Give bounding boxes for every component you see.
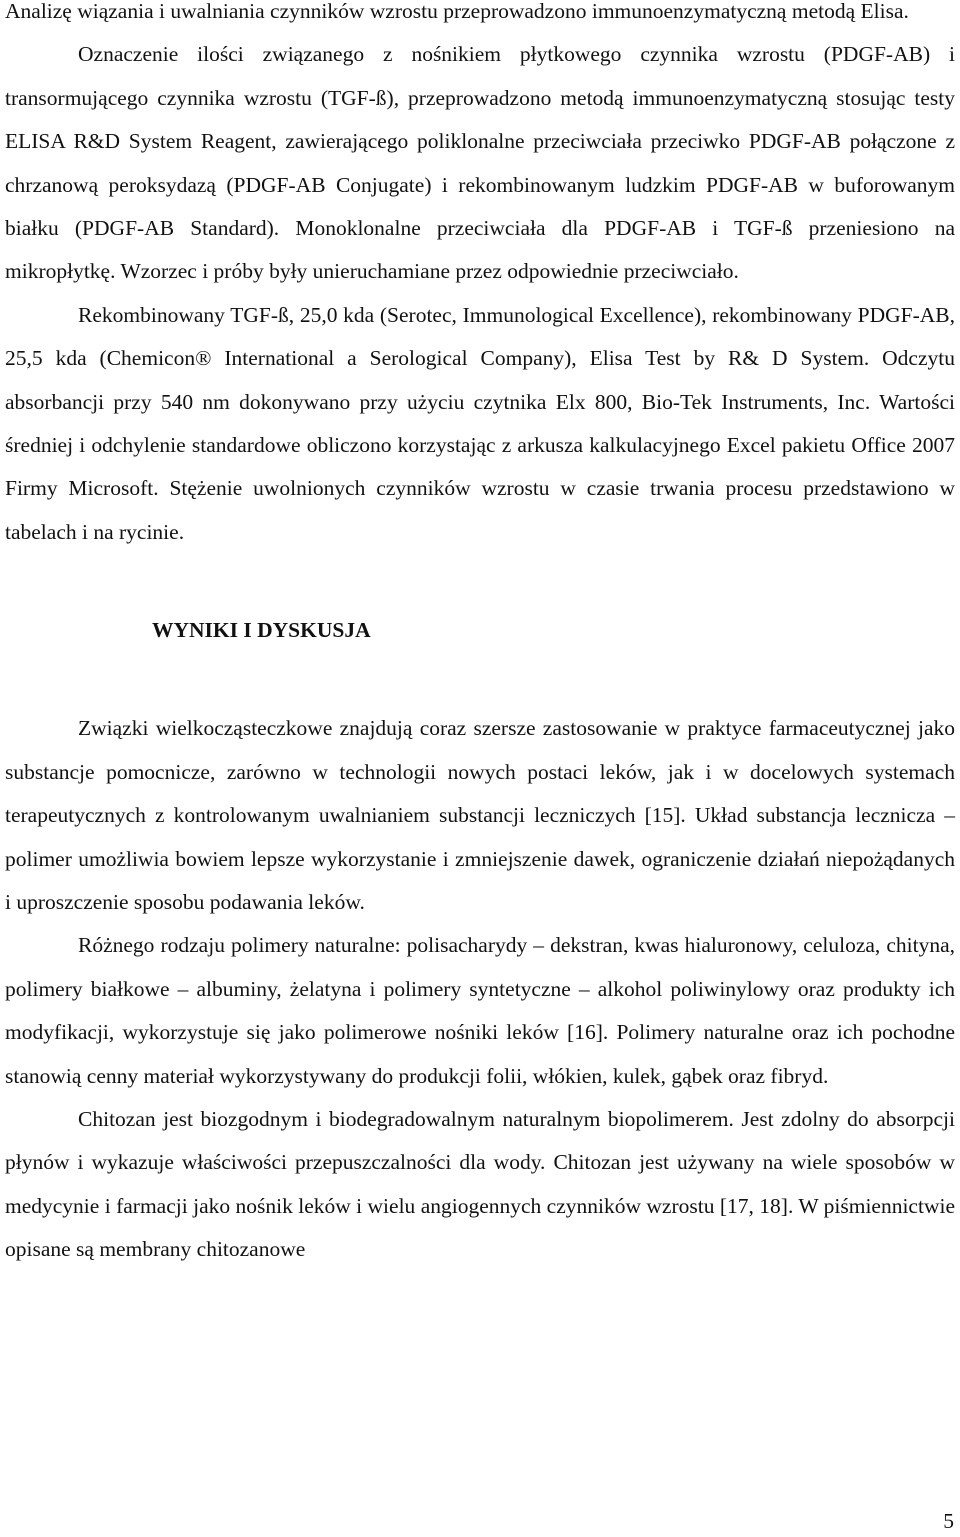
paragraph-chitosan: Chitozan jest biozgodnym i biodegradowalnym naturalnym biopolimerem. Jest zdolny do absorpcji płynów i wykazuje właściwości przepuszczalności dla wody. Chitozan jest używany na wiele sposobów w medycynie i farmacji jako nośnik leków i wielu angiogennych czynników wzrostu [17, 18]. W piśmiennictwie opisane są membrany chitozanowe xyxy=(5,1106,955,1262)
paragraph-reagents: Rekombinowany TGF-ß, 25,0 kda (Serotec, Immunological Excellence), rekombinowany PDGF-AB, 25,5 kda (Chemicon® International a Serological Company), Elisa Test by R& D System. Odczytu absorbancji przy 540 nm dokonywano przy użyciu czytnika Elx 800, Bio-Tek Instruments, Inc. Wartości średniej i odchylenie standardowe obliczono korzystając z arkusza kalkulacyjnego Excel pakietu Office 2007 Firmy Microsoft. Stężenie uwolnionych czynników wzrostu w czasie trwania procesu przedstawiono w tabelach i na rycinie. xyxy=(5,302,955,544)
spacer xyxy=(5,554,955,609)
page-number: 5 xyxy=(943,1509,954,1533)
document-page xyxy=(5,0,955,1272)
paragraph-elisa-method: Analizę wiązania i uwalniania czynników wzrostu przeprowadzono immunoenzymatyczną metodą Elisa. xyxy=(5,0,909,23)
paragraph-pdgf-determination: Oznaczenie ilości związanego z nośnikiem płytkowego czynnika wzrostu (PDGF-AB) i transormującego czynnika wzrostu (TGF-ß), przeprowadzono metodą immunoenzymatyczną stosując testy ELISA R&D System Reagent, zawierającego poliklonalne przeciwciała przeciwko PDGF-AB połączone z chrzanową peroksydazą (PDGF-AB Conjugate) i rekombinowanym ludzkim PDGF-AB w buforowanym białku (PDGF-AB Standard). Monoklonalne przeciwciała dla PDGF-AB i TGF-ß przeniesiono na mikropłytkę. Wzorzec i próby były unieruchamiane przez odpowiednie przeciwciało. xyxy=(5,42,955,284)
paragraph-macromolecules: Związki wielkocząsteczkowe znajdują coraz szersze zastosowanie w praktyce farmaceutycznej jako substancje pomocnicze, zarówno w technologii nowych postaci leków, jak i w docelowych systemach terapeutycznych z kontrolowanym uwalnianiem substancji leczniczych [15]. Układ substancja lecznicza – polimer umożliwia bowiem lepsze wykorzystanie i zmniejszenie dawek, ograniczenie działań niepożądanych i uproszczenie sposobu podawania leków. xyxy=(5,716,955,914)
section-heading-results: WYNIKI I DYSKUSJA xyxy=(152,618,371,643)
paragraph-natural-polymers: Różnego rodzaju polimery naturalne: polisacharydy – dekstran, kwas hialuronowy, celuloza, chityna, polimery białkowe – albuminy, żelatyna i polimery syntetyczne – alkohol poliwinylowy oraz produkty ich modyfikacji, wykorzystuje się jako polimerowe nośniki leków [16]. Polimery naturalne oraz ich pochodne stanowią cenny materiał wykorzystywany do produkcji folii, włókien, kulek, gąbek oraz fibryd. xyxy=(5,933,955,1088)
spacer xyxy=(5,652,955,707)
